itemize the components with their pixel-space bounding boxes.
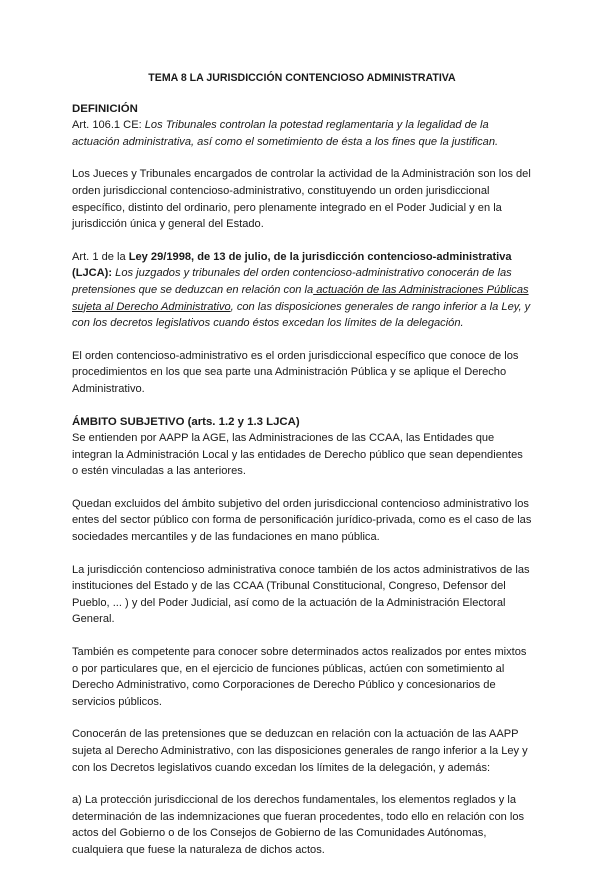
art1-law-name: Ley 29/1998, de 13 de julio, de la jurisdicción contencioso-administrativa (LJCA): xyxy=(72,250,512,280)
paragraph-conoceran: Conocerán de las pretensiones que se deduzcan en relación con la actuación de las AAPP sujeta al Derecho Administrativo, con las disposiciones generales de rango inferior a la Ley y con los Decretos legislativos cuando excedan los límites de la delegación, y además: xyxy=(72,728,528,774)
paragraph-orden-contencioso: El orden contencioso-administrativo es el orden jurisdiccional específico que conoce de los procedimientos en los que sea parte una Administración Pública y se aplique el Derecho Administrativo. xyxy=(72,349,519,395)
paragraph-art-1-ljca xyxy=(72,249,532,332)
paragraph-conoce-tambien: La jurisdicción contencioso administrativa conoce también de los actos administrativos de las instituciones del Estado y de las CCAA (Tribunal Constitucional, Congreso, Defensor del Pueblo, ... ) y del Poder Judicial, así como de la actuación de la Administración Electoral General. xyxy=(72,563,530,626)
paragraph-item-a: a) La protección jurisdiccional de los derechos fundamentales, los elementos reglados y la determinación de las indemnizaciones que fueran procedentes, todo ello en relación con los actos del Gobierno o de los Consejos de Gobierno de las Comunidades Autónomas, cualquiera que fuese la naturaleza de dichos actos. xyxy=(72,794,525,856)
document-title: TEMA 8 LA JURISDICCIÓN CONTENCIOSO ADMINISTRATIVA xyxy=(148,72,456,84)
art1-quote-underlined: actuación de las Administraciones Públicas sujeta al Derecho Administrativo xyxy=(72,283,529,313)
paragraph-jueces-tribunales: Los Jueces y Tribunales encargados de controlar la actividad de la Administración son los del orden jurisdiccional contencioso-administrativo, constituyendo un orden jurisdiccional específico, distinto del ordinario, pero plenamente integrado en el Poder Judicial y en la jurisdicción única y general del Estado. xyxy=(72,168,531,231)
paragraph-tambien-competente: También es competente para conocer sobre determinados actos realizados por entes mixtos o por particulares que, en el ejercicio de funciones públicas, actúen con sometimiento al Derecho Administrativo, como Corporaciones de Derecho Público y concesionarios de servicios públicos. xyxy=(72,646,527,708)
document-page xyxy=(72,70,532,875)
paragraph-se-entienden: Se entienden por AAPP la AGE, las Administraciones de las CCAA, las Entidades que integran la Administración Local y las entidades de Derecho público que sean dependientes o estén vinculadas a las anteriores. xyxy=(72,432,523,478)
art1-prefix: Art. 1 de la xyxy=(72,250,129,263)
paragraph-art-106-ce xyxy=(72,117,532,150)
art1-quote-part-b: , con las disposiciones generales de rango inferior a la Ley, y con los decretos legislativos cuando éstos excedan los límites de la delegación. xyxy=(72,300,531,330)
paragraph-quedan-excluidos: Quedan excluidos del ámbito subjetivo del orden jurisdiccional contencioso administrativo los entes del sector público con forma de personificación jurídico-privada, como es el caso de las sociedades mercantiles y de las fundaciones en mano pública. xyxy=(72,497,532,544)
art1-quote-part-a: Los juzgados y tribunales del orden contencioso-administrativo conocerán de las pretensiones que se deduzcan en relación con la xyxy=(72,267,512,296)
section-heading-definicion: DEFINICIÓN xyxy=(72,102,138,115)
art-ce-quote: Los Tribunales controlan la potestad reglamentaria y la legalidad de la actuación administrativa, así como el sometimiento de ésta a los fines que la justifican. xyxy=(72,119,499,148)
art-ce-reference: Art. 106.1 CE: xyxy=(72,119,145,132)
section-heading-ambito-subjetivo: ÁMBITO SUBJETIVO (arts. 1.2 y 1.3 LJCA) xyxy=(72,415,300,428)
